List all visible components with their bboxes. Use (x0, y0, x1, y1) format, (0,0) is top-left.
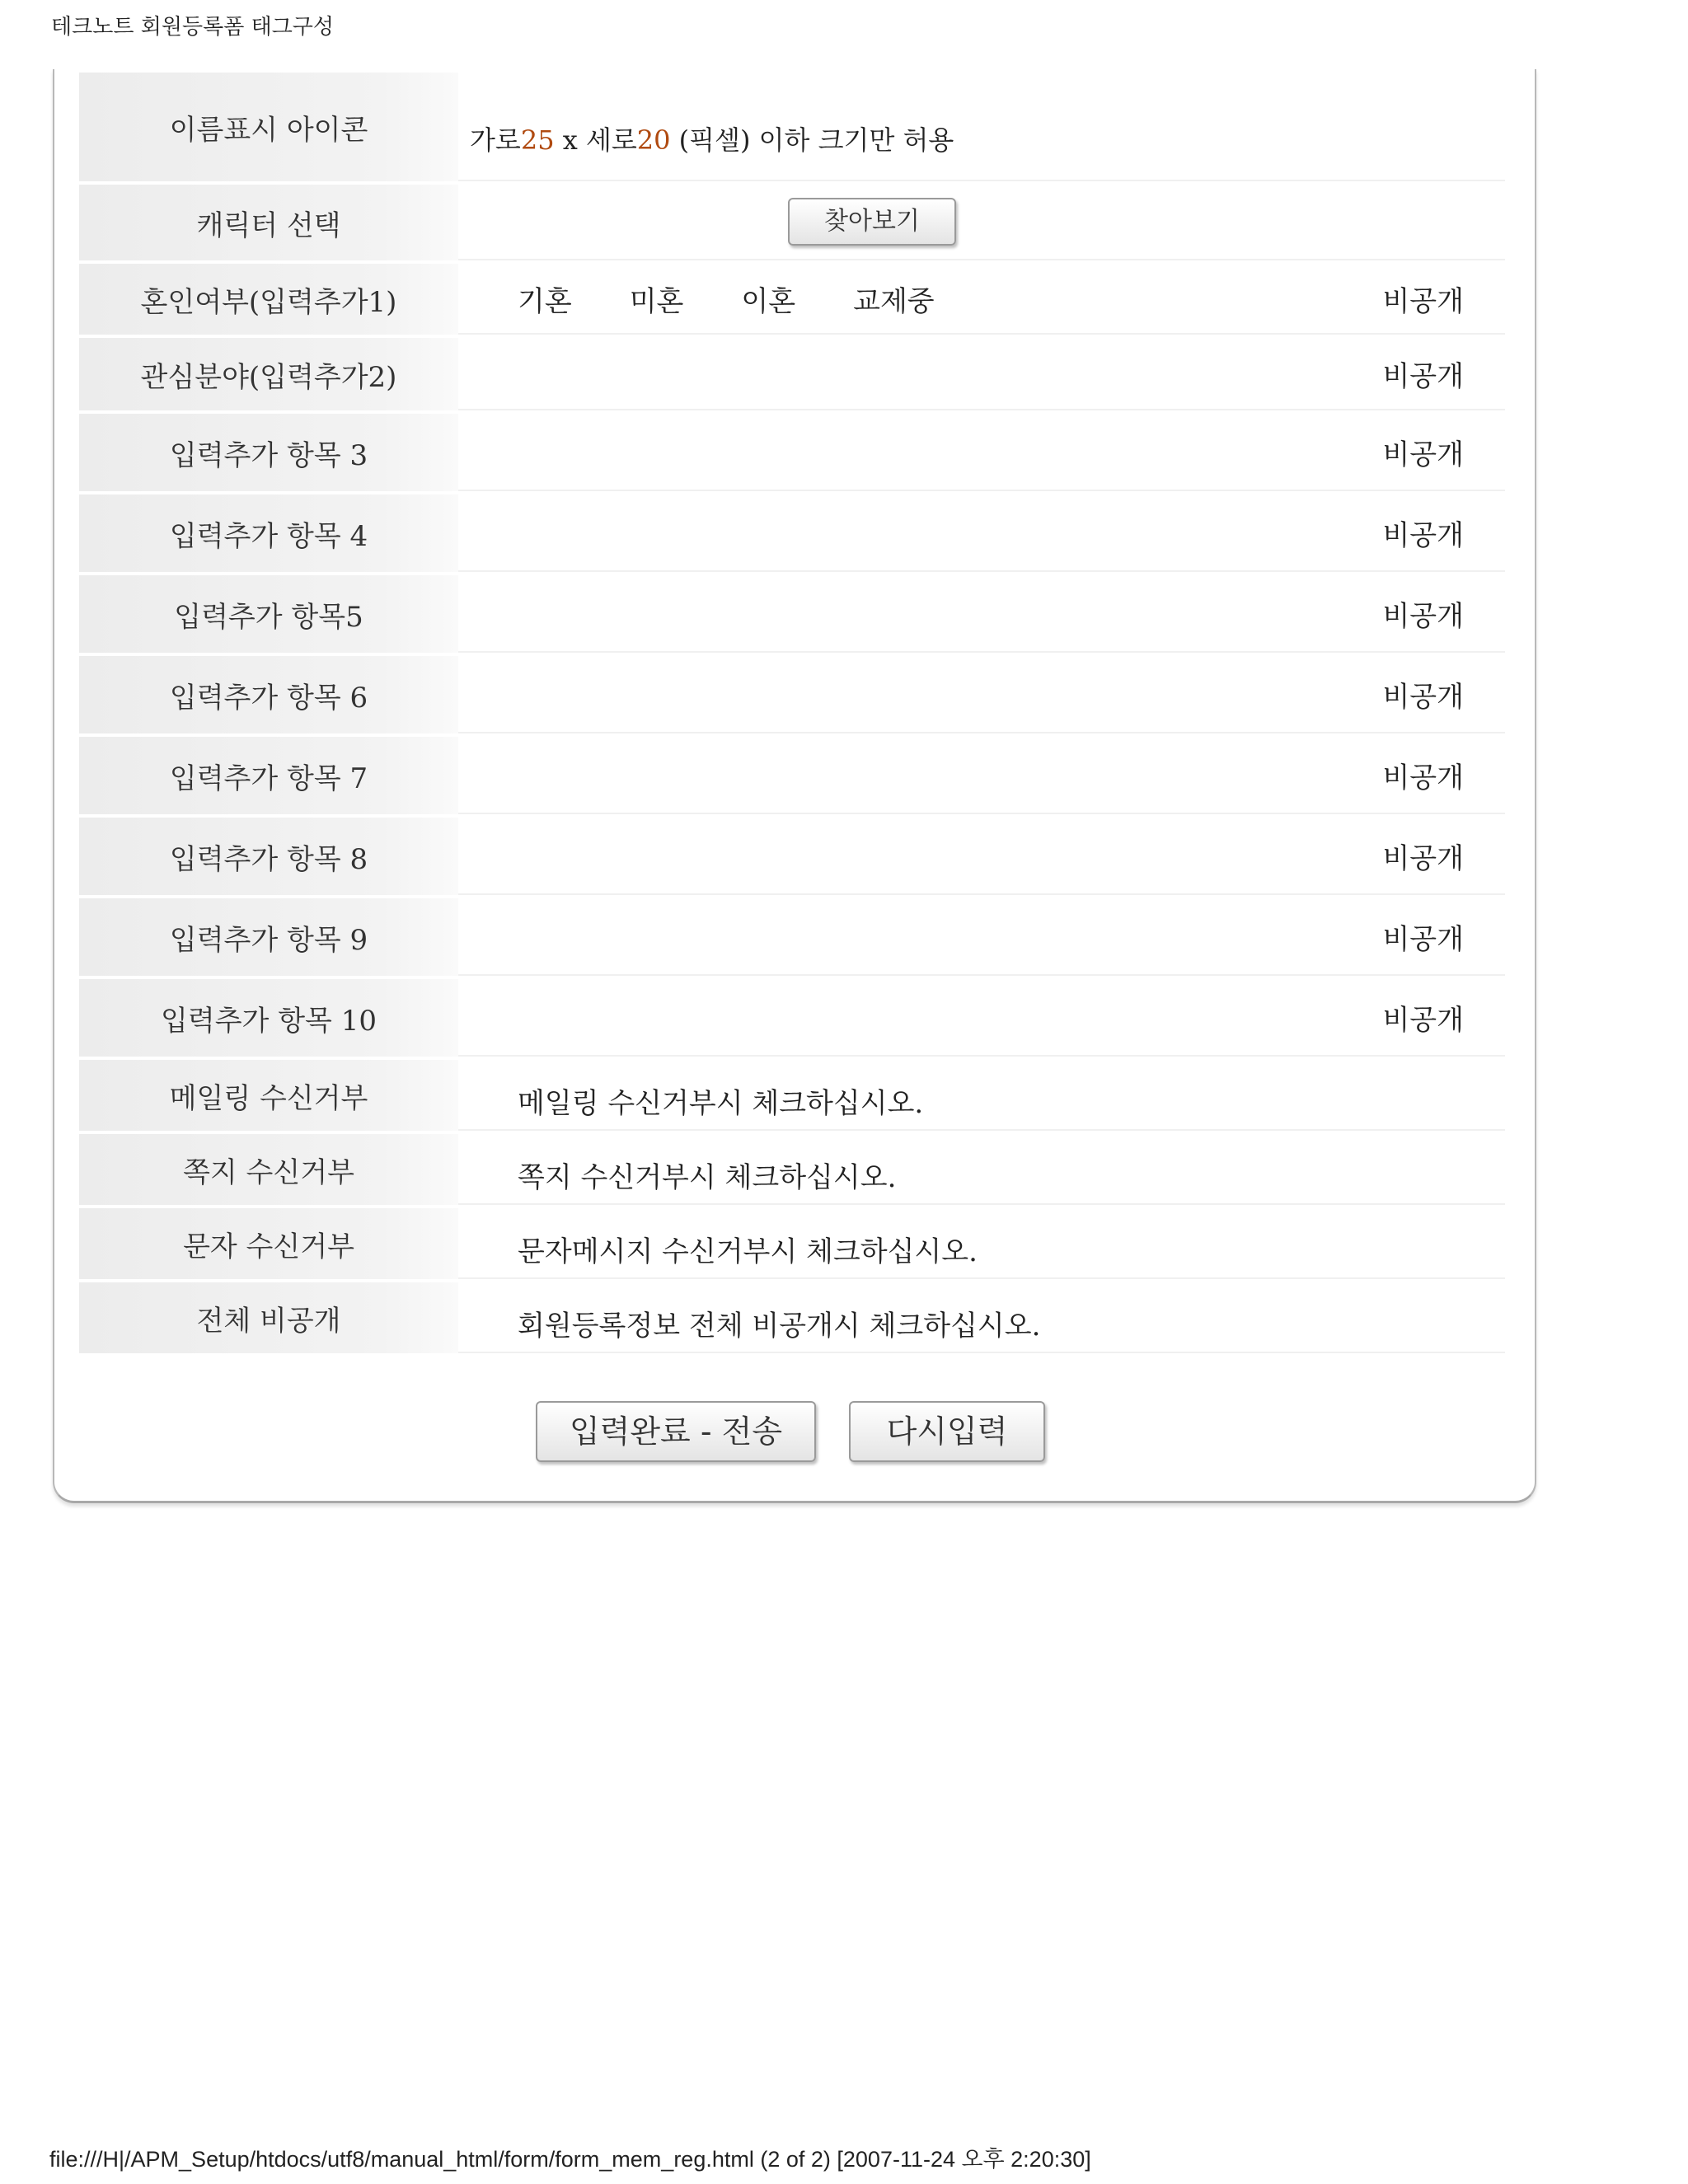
row-extra-7 (79, 737, 1505, 814)
private-label[interactable]: 비공개 (1382, 518, 1464, 552)
option-dating[interactable]: 교제중 (853, 284, 935, 318)
row-value (458, 494, 1505, 572)
sms-note: 문자메시지 수신거부시 체크하십시오. (518, 1235, 978, 1268)
note-text: (픽셀) 이하 크기만 허용 (670, 124, 954, 156)
row-value (458, 575, 1505, 653)
row-label: 입력추가 항목 6 (79, 656, 458, 733)
note-text: 가로 (470, 124, 521, 156)
row-value (458, 264, 1505, 335)
row-value (458, 898, 1505, 976)
reset-button[interactable]: 다시입력 (849, 1401, 1045, 1462)
row-label: 쪽지 수신거부 (79, 1134, 458, 1205)
submit-button[interactable]: 입력완료 - 전송 (536, 1401, 816, 1462)
row-label: 입력추가 항목 10 (79, 979, 458, 1057)
row-value (458, 73, 1505, 181)
row-extra-8 (79, 818, 1505, 895)
row-marital (79, 264, 1505, 335)
row-value (458, 818, 1505, 895)
private-label[interactable]: 비공개 (1382, 680, 1464, 714)
row-sms (79, 1208, 1505, 1279)
row-extra-5 (79, 575, 1505, 653)
all-private-note: 회원등록정보 전체 비공개시 체크하십시오. (518, 1309, 1041, 1343)
row-value (458, 1060, 1505, 1131)
browse-button[interactable]: 찾아보기 (788, 198, 956, 246)
registration-form-table (79, 69, 1505, 1357)
row-value (458, 338, 1505, 410)
row-value (458, 979, 1505, 1057)
page-footer: file:///H|/APM_Setup/htdocs/utf8/manual_html/form/form_mem_reg.html (2 of 2) [2007-11-24 오후 2:20:30] (49, 2147, 1091, 2172)
private-label[interactable]: 비공개 (1382, 438, 1464, 471)
private-label[interactable]: 비공개 (1382, 284, 1464, 318)
private-label[interactable]: 비공개 (1382, 599, 1464, 633)
row-label: 문자 수신거부 (79, 1208, 458, 1279)
mailing-note: 메일링 수신거부시 체크하십시오. (518, 1086, 924, 1120)
row-mailing (79, 1060, 1505, 1131)
note-text: x 세로 (554, 124, 637, 156)
row-value (458, 1282, 1505, 1353)
row-label: 캐릭터 선택 (79, 185, 458, 260)
row-name-icon (79, 73, 1505, 181)
row-label: 입력추가 항목 7 (79, 737, 458, 814)
row-value (458, 737, 1505, 814)
row-value (458, 656, 1505, 733)
row-interest (79, 338, 1505, 410)
row-label: 메일링 수신거부 (79, 1060, 458, 1131)
width-value: 25 (520, 124, 555, 156)
private-label[interactable]: 비공개 (1382, 841, 1464, 875)
memo-note: 쪽지 수신거부시 체크하십시오. (518, 1160, 897, 1194)
row-label: 입력추가 항목 8 (79, 818, 458, 895)
row-label: 혼인여부(입력추가1) (79, 264, 458, 335)
row-label: 입력추가 항목 3 (79, 414, 458, 491)
row-value (458, 1134, 1505, 1205)
height-value: 20 (636, 124, 671, 156)
row-extra-6 (79, 656, 1505, 733)
row-label: 입력추가 항목 9 (79, 898, 458, 976)
option-married[interactable]: 기혼 (518, 284, 572, 318)
row-value (458, 414, 1505, 491)
row-extra-4 (79, 494, 1505, 572)
row-all-private (79, 1282, 1505, 1353)
row-label: 관심분야(입력추가2) (79, 338, 458, 410)
form-buttons (536, 1401, 1045, 1462)
private-label[interactable]: 비공개 (1382, 922, 1464, 956)
private-label[interactable]: 비공개 (1382, 359, 1464, 393)
page-header: 테크노트 회원등록폼 태그구성 (51, 15, 335, 40)
row-extra-3 (79, 414, 1505, 491)
private-label[interactable]: 비공개 (1382, 761, 1464, 794)
icon-size-note (458, 95, 1505, 157)
row-character (79, 185, 1505, 260)
row-extra-10 (79, 979, 1505, 1057)
row-memo (79, 1134, 1505, 1205)
row-label: 이름표시 아이콘 (79, 73, 458, 181)
option-single[interactable]: 미혼 (629, 284, 684, 318)
row-label: 전체 비공개 (79, 1282, 458, 1353)
private-label[interactable]: 비공개 (1382, 1003, 1464, 1037)
row-label: 입력추가 항목 4 (79, 494, 458, 572)
row-extra-9 (79, 898, 1505, 976)
row-value (458, 1208, 1505, 1279)
row-label: 입력추가 항목5 (79, 575, 458, 653)
row-value (458, 185, 1505, 260)
option-divorced[interactable]: 이혼 (741, 284, 796, 318)
